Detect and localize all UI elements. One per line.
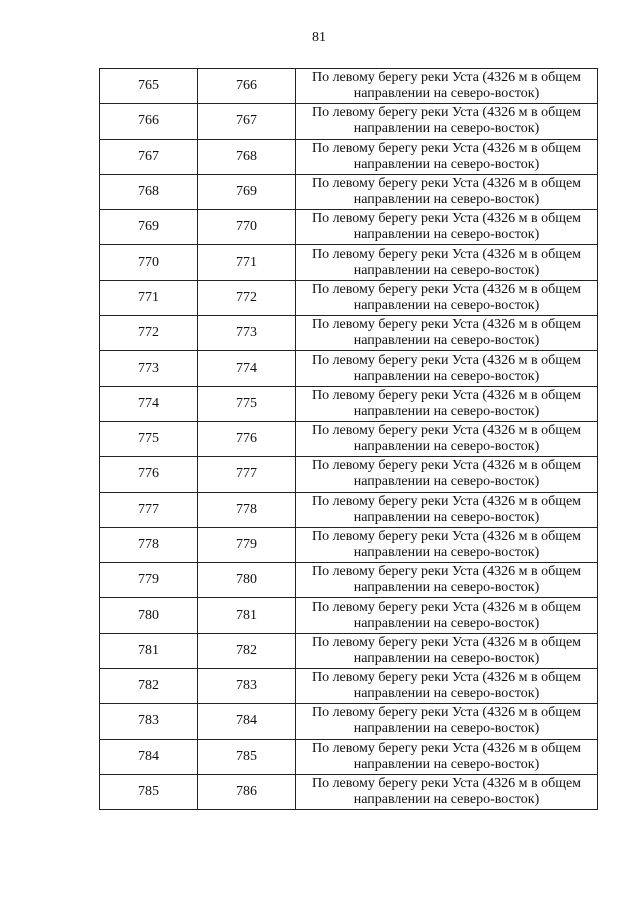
table-row (100, 69, 598, 104)
boundary-description-cell: По левому берегу реки Уста (4326 м в общем направлении на северо-восток) (296, 739, 598, 774)
table-row (100, 351, 598, 386)
boundary-points-table (99, 68, 598, 810)
point-to-cell: 779 (198, 527, 296, 562)
table-row (100, 104, 598, 139)
point-from-cell: 770 (100, 245, 198, 280)
point-from-cell: 780 (100, 598, 198, 633)
point-to-cell: 780 (198, 563, 296, 598)
point-from-cell: 776 (100, 457, 198, 492)
table-row (100, 421, 598, 456)
boundary-description-cell: По левому берегу реки Уста (4326 м в общем направлении на северо-восток) (296, 280, 598, 315)
point-to-cell: 776 (198, 421, 296, 456)
table-row (100, 139, 598, 174)
point-to-cell: 778 (198, 492, 296, 527)
point-to-cell: 784 (198, 704, 296, 739)
point-from-cell: 784 (100, 739, 198, 774)
point-to-cell: 777 (198, 457, 296, 492)
boundary-description-cell: По левому берегу реки Уста (4326 м в общем направлении на северо-восток) (296, 598, 598, 633)
point-to-cell: 774 (198, 351, 296, 386)
boundary-description-cell: По левому берегу реки Уста (4326 м в общем направлении на северо-восток) (296, 563, 598, 598)
table-row (100, 739, 598, 774)
table-row (100, 598, 598, 633)
table-row (100, 210, 598, 245)
boundary-description-cell: По левому берегу реки Уста (4326 м в общем направлении на северо-восток) (296, 669, 598, 704)
point-from-cell: 774 (100, 386, 198, 421)
table-row (100, 457, 598, 492)
table-row (100, 174, 598, 209)
point-from-cell: 773 (100, 351, 198, 386)
point-from-cell: 779 (100, 563, 198, 598)
point-from-cell: 785 (100, 774, 198, 809)
boundary-description-cell: По левому берегу реки Уста (4326 м в общем направлении на северо-восток) (296, 210, 598, 245)
point-to-cell: 766 (198, 69, 296, 104)
table-row (100, 316, 598, 351)
table-row (100, 280, 598, 315)
point-to-cell: 769 (198, 174, 296, 209)
boundary-description-cell: По левому берегу реки Уста (4326 м в общем направлении на северо-восток) (296, 527, 598, 562)
point-from-cell: 781 (100, 633, 198, 668)
boundary-description-cell: По левому берегу реки Уста (4326 м в общем направлении на северо-восток) (296, 245, 598, 280)
boundary-description-cell: По левому берегу реки Уста (4326 м в общем направлении на северо-восток) (296, 174, 598, 209)
table-row (100, 527, 598, 562)
point-to-cell: 770 (198, 210, 296, 245)
boundary-table-body (100, 69, 598, 810)
point-from-cell: 772 (100, 316, 198, 351)
boundary-description-cell: По левому берегу реки Уста (4326 м в общем направлении на северо-восток) (296, 774, 598, 809)
boundary-description-cell: По левому берегу реки Уста (4326 м в общем направлении на северо-восток) (296, 316, 598, 351)
point-to-cell: 785 (198, 739, 296, 774)
boundary-description-cell: По левому берегу реки Уста (4326 м в общем направлении на северо-восток) (296, 69, 598, 104)
point-from-cell: 769 (100, 210, 198, 245)
point-from-cell: 765 (100, 69, 198, 104)
point-to-cell: 783 (198, 669, 296, 704)
boundary-description-cell: По левому берегу реки Уста (4326 м в общем направлении на северо-восток) (296, 633, 598, 668)
point-to-cell: 768 (198, 139, 296, 174)
table-row (100, 492, 598, 527)
point-from-cell: 777 (100, 492, 198, 527)
point-to-cell: 772 (198, 280, 296, 315)
table-row (100, 633, 598, 668)
boundary-description-cell: По левому берегу реки Уста (4326 м в общем направлении на северо-восток) (296, 704, 598, 739)
point-from-cell: 783 (100, 704, 198, 739)
point-to-cell: 782 (198, 633, 296, 668)
table-row (100, 386, 598, 421)
page-number: 81 (312, 30, 326, 45)
point-to-cell: 767 (198, 104, 296, 139)
boundary-description-cell: По левому берегу реки Уста (4326 м в общем направлении на северо-восток) (296, 351, 598, 386)
boundary-description-cell: По левому берегу реки Уста (4326 м в общем направлении на северо-восток) (296, 492, 598, 527)
point-to-cell: 786 (198, 774, 296, 809)
table-row (100, 669, 598, 704)
point-from-cell: 775 (100, 421, 198, 456)
table-row (100, 774, 598, 809)
table-row (100, 245, 598, 280)
table-row (100, 563, 598, 598)
point-from-cell: 767 (100, 139, 198, 174)
point-to-cell: 773 (198, 316, 296, 351)
point-from-cell: 768 (100, 174, 198, 209)
boundary-description-cell: По левому берегу реки Уста (4326 м в общем направлении на северо-восток) (296, 386, 598, 421)
boundary-description-cell: По левому берегу реки Уста (4326 м в общем направлении на северо-восток) (296, 421, 598, 456)
point-to-cell: 771 (198, 245, 296, 280)
point-from-cell: 778 (100, 527, 198, 562)
point-from-cell: 766 (100, 104, 198, 139)
boundary-description-cell: По левому берегу реки Уста (4326 м в общем направлении на северо-восток) (296, 457, 598, 492)
point-from-cell: 782 (100, 669, 198, 704)
point-to-cell: 781 (198, 598, 296, 633)
point-from-cell: 771 (100, 280, 198, 315)
point-to-cell: 775 (198, 386, 296, 421)
boundary-description-cell: По левому берегу реки Уста (4326 м в общем направлении на северо-восток) (296, 139, 598, 174)
table-row (100, 704, 598, 739)
boundary-description-cell: По левому берегу реки Уста (4326 м в общем направлении на северо-восток) (296, 104, 598, 139)
